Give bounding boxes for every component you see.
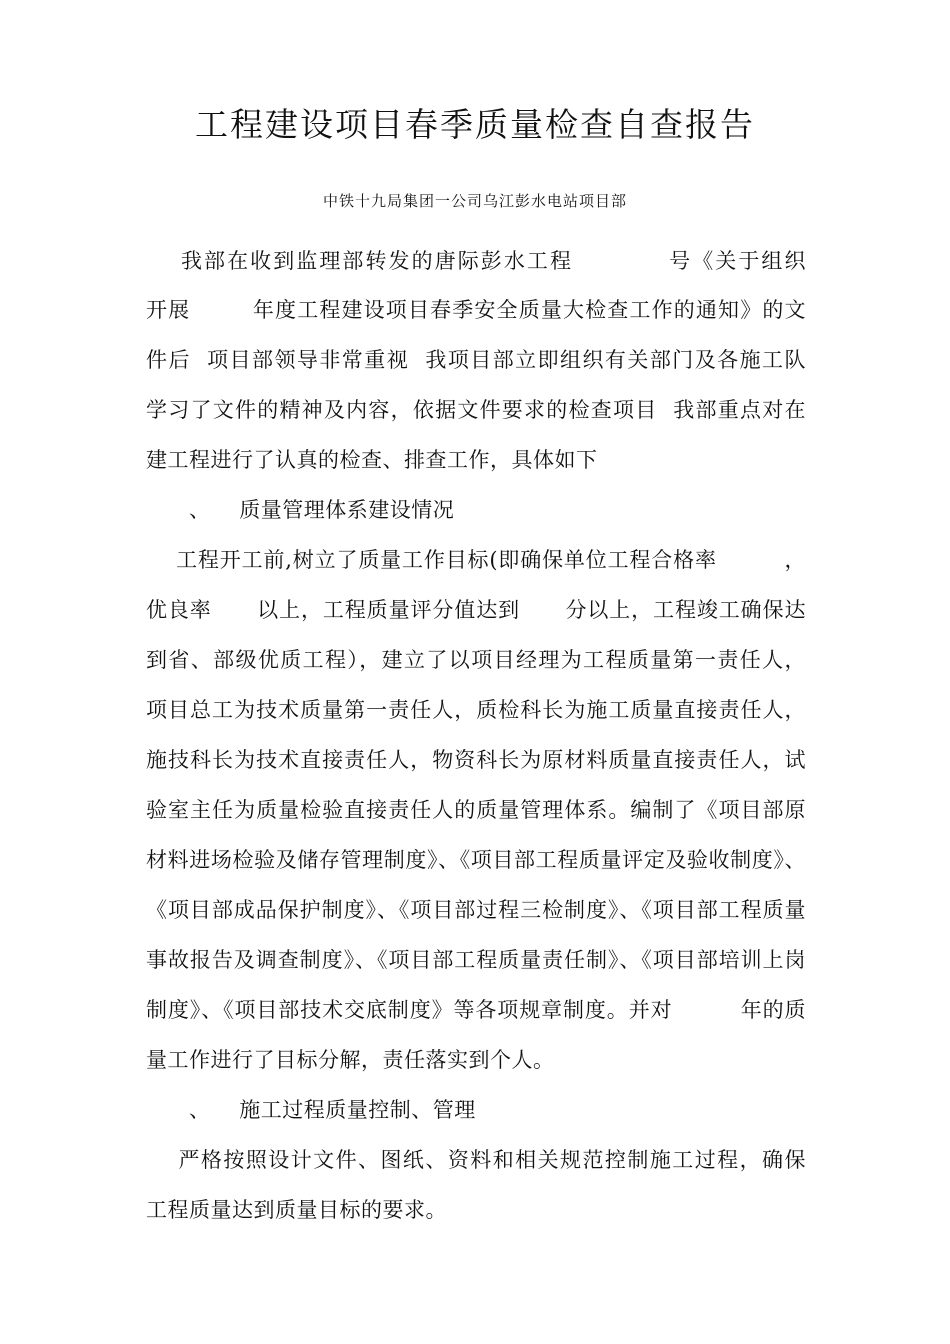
paragraph-line: 《项目部成品保护制度》、《项目部过程三检制度》、《项目部工程质量 [146,898,806,922]
section-heading: 、 质量管理体系建设情况 [146,498,455,522]
document-subtitle: 中铁十九局集团一公司乌江彭水电站项目部 [322,192,627,210]
paragraph-line: 施技科长为技术直接责任人，物资科长为原材料质量直接责任人，试 [146,748,806,772]
paragraph-line: 学习了文件的精神及内容，依据文件要求的检查项目 我部重点对在 [146,398,806,422]
paragraph-line: 优良率 以上，工程质量评分值达到 分以上，工程竣工确保达 [146,598,806,622]
paragraph-line: 严格按照设计文件、图纸、资料和相关规范控制施工过程，确保 [146,1148,806,1172]
paragraph-line: 工程质量达到质量目标的要求。 [146,1198,447,1222]
paragraph-line: 我部在收到监理部转发的唐际彭水工程 号《关于组织 [146,249,806,273]
paragraph-line: 量工作进行了目标分解，责任落实到个人。 [146,1048,555,1072]
document-title: 工程建设项目春季质量检查自查报告 [195,105,755,144]
paragraph-line: 制度》、《项目部技术交底制度》等各项规章制度。并对 年的质 [146,998,806,1022]
paragraph-line: 建工程进行了认真的检查、排查工作，具体如下 [146,448,598,472]
paragraph-line: 开展 年度工程建设项目春季安全质量大检查工作的通知》的文 [146,298,806,322]
paragraph-line: 到省、部级优质工程），建立了以项目经理为工程质量第一责任人， [146,648,806,672]
paragraph-line: 项目总工为技术质量第一责任人，质检科长为施工质量直接责任人， [146,698,806,722]
paragraph-line: 事故报告及调查制度》、《项目部工程质量责任制》、《项目部培训上岗 [146,948,806,972]
paragraph-line: 件后 项目部领导非常重视 我项目部立即组织有关部门及各施工队 [146,348,806,372]
paragraph-line: 材料进场检验及储存管理制度》、《项目部工程质量评定及验收制度》、 [146,848,806,872]
paragraph-line: 工程开工前,树立了质量工作目标(即确保单位工程合格率 ， [146,548,806,572]
paragraph-line: 验室主任为质量检验直接责任人的质量管理体系。编制了《项目部原 [146,798,806,822]
section-heading: 、 施工过程质量控制、管理 [146,1098,476,1122]
